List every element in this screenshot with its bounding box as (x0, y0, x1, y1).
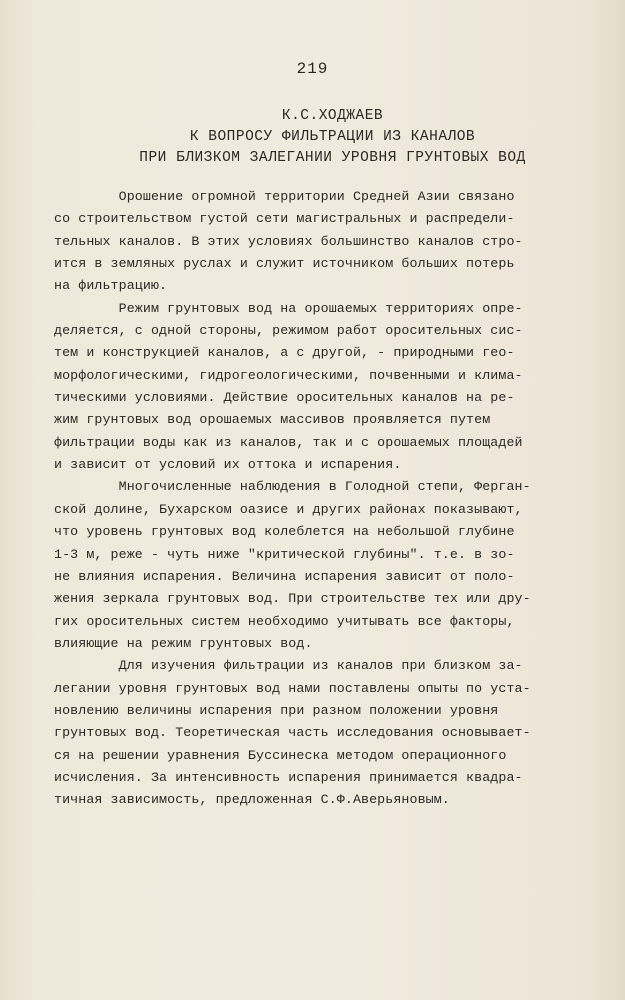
article-title-line: К ВОПРОСУ ФИЛЬТРАЦИИ ИЗ КАНАЛОВ (189, 129, 476, 145)
body-text-line: тельных каналов. В этих условиях большинство каналов стро- (54, 233, 523, 249)
body-text (54, 186, 574, 812)
body-text-line: тем и конструкцией каналов, а с другой, - природными гео- (54, 345, 515, 361)
author-name: К.С.ХОДЖАЕВ (281, 108, 384, 124)
body-text-line: Режим грунтовых вод на орошаемых территориях опре- (54, 300, 523, 316)
body-text-line: 1-3 м, реже - чуть ниже "критической глубины". т.е. в зо- (54, 546, 515, 562)
body-text-line: на фильтрацию. (54, 278, 168, 294)
body-text-line: фильтрации воды как из каналов, так и с орошаемых площадей (54, 434, 523, 450)
page-number: 219 (296, 60, 329, 78)
body-text-line: Многочисленные наблюдения в Голодной степи, Ферган- (54, 479, 531, 495)
body-text-line: влияющие на режим грунтовых вод. (54, 635, 313, 651)
body-text-line: жения зеркала грунтовых вод. При строительстве тех или дру- (54, 591, 531, 607)
body-text-line: легании уровня грунтовых вод нами поставлены опыты по уста- (54, 680, 531, 696)
body-text-line: жим грунтовых вод орошаемых массивов проявляется путем (54, 412, 491, 428)
body-text-line: гих оросительных систем необходимо учитывать все факторы, (54, 613, 515, 629)
body-text-line: ится в земляных руслах и служит источником больших потерь (54, 256, 515, 272)
body-text-line: не влияния испарения. Величина испарения зависит от поло- (54, 568, 515, 584)
body-text-line: новлению величины испарения при разном положении уровня (54, 702, 499, 718)
article-title-line: ПРИ БЛИЗКОМ ЗАЛЕГАНИИ УРОВНЯ ГРУНТОВЫХ ВОД (139, 150, 526, 166)
body-text-line: Для изучения фильтрации из каналов при близком за- (54, 658, 523, 674)
body-text-line: со строительством густой сети магистральных и распредели- (54, 211, 515, 227)
title-block (60, 106, 605, 169)
body-text-line: деляется, с одной стороны, режимом работ оросительных сис- (54, 323, 523, 339)
body-text-line: Орошение огромной территории Средней Азии связано (54, 189, 515, 204)
body-text-line: и зависит от условий их оттока и испарения. (54, 457, 402, 473)
body-text-line: ся на решении уравнения Буссинеска методом операционного (54, 747, 507, 763)
body-text-line: грунтовых вод. Теоретическая часть исследования основывает- (54, 725, 531, 741)
body-text-line: ской долине, Бухарском оазисе и других районах показывают, (54, 501, 523, 517)
body-text-line: что уровень грунтовых вод колеблется на небольшой глубине (54, 524, 515, 540)
body-text-line: морфологическими, гидрогеологическими, почвенными и клима- (54, 367, 523, 383)
body-text-line: тичная зависимость, предложенная С.Ф.Аверьяновым. (54, 792, 450, 808)
body-text-line: тическими условиями. Действие оросительных каналов на ре- (54, 390, 515, 406)
body-text-line: исчисления. За интенсивность испарения принимается квадра- (54, 769, 523, 785)
